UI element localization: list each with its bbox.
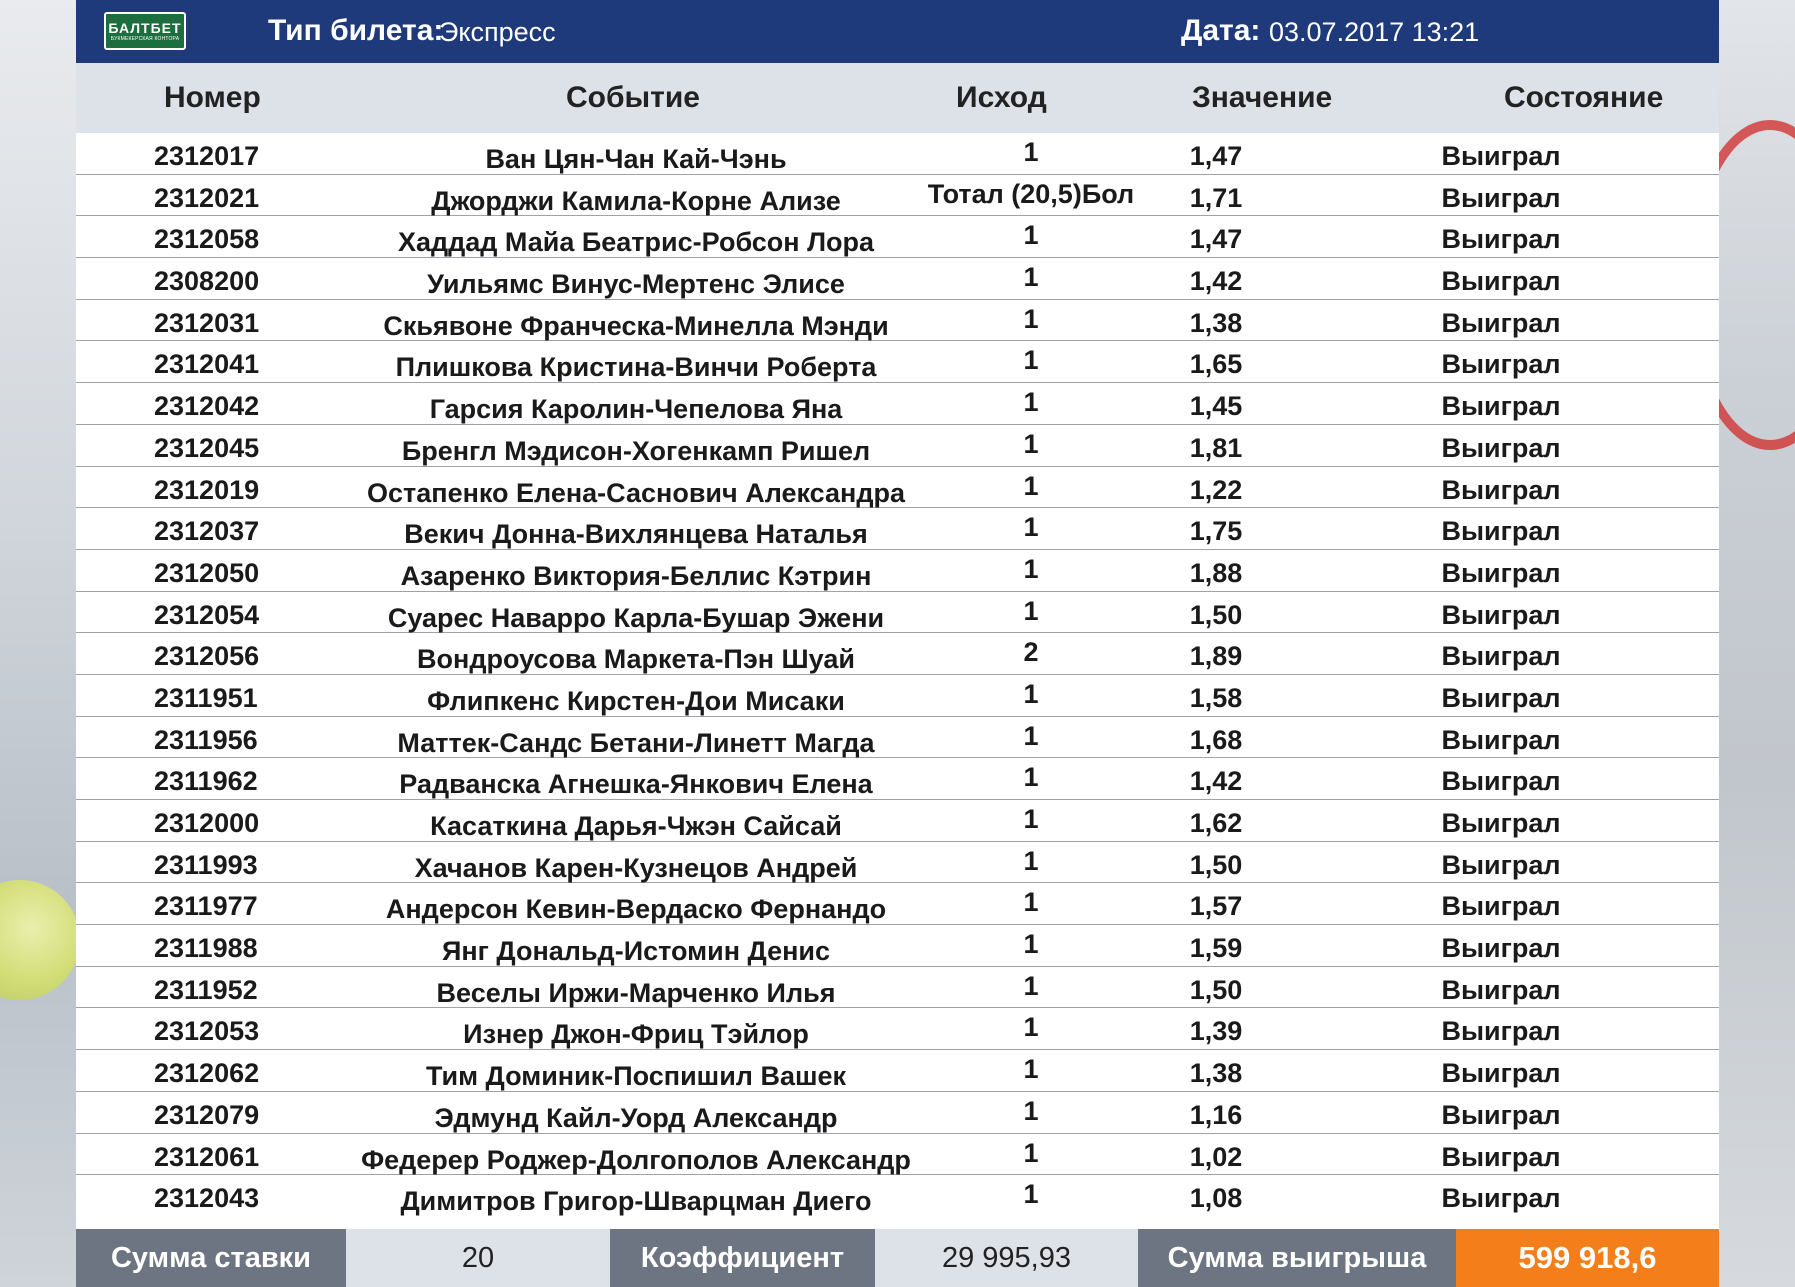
odds-value: 1,50 bbox=[1189, 974, 1243, 1005]
outcome: 1 bbox=[1023, 678, 1039, 709]
outcome: 1 bbox=[1023, 1012, 1039, 1043]
bet-number: 2312017 bbox=[154, 141, 260, 171]
bet-ticket bbox=[76, 0, 1719, 1287]
outcome: 1 bbox=[1023, 512, 1039, 543]
outcome: 1 bbox=[1023, 720, 1039, 751]
table-row bbox=[76, 175, 1719, 217]
outcome: 1 bbox=[1023, 262, 1039, 293]
ticket-header bbox=[76, 0, 1719, 63]
odds-value: 1,47 bbox=[1189, 141, 1243, 171]
column-header-event: Событие bbox=[566, 81, 700, 114]
status: Выиграл bbox=[1441, 349, 1561, 380]
status: Выиграл bbox=[1441, 182, 1561, 213]
odds-value: 1,88 bbox=[1189, 557, 1243, 588]
table-row bbox=[76, 216, 1719, 258]
table-row bbox=[76, 1008, 1719, 1050]
outcome: 1 bbox=[1023, 595, 1039, 626]
odds-value: 1,42 bbox=[1189, 766, 1243, 797]
outcome: 1 bbox=[1023, 428, 1039, 459]
table-row bbox=[76, 592, 1719, 634]
column-header-number: Номер bbox=[164, 81, 261, 114]
coefficient-value: 29 995,93 bbox=[875, 1229, 1138, 1287]
outcome: 1 bbox=[1023, 887, 1039, 918]
table-row bbox=[76, 883, 1719, 925]
event-name: Ван Цян-Чан Кай-Чэнь bbox=[485, 144, 787, 174]
bet-number: 2312019 bbox=[154, 474, 260, 505]
outcome: 1 bbox=[1023, 1054, 1039, 1085]
bet-number: 2312053 bbox=[154, 1016, 260, 1047]
event-name: Веселы Иржи-Марченко Илья bbox=[436, 977, 836, 1008]
event-name: Хачанов Карен-Кузнецов Андрей bbox=[414, 852, 858, 883]
event-name: Азаренко Виктория-Беллис Кэтрин bbox=[400, 560, 872, 591]
event-name: Флипкенс Кирстен-Дои Мисаки bbox=[427, 685, 845, 716]
date-value: 03.07.2017 13:21 bbox=[1269, 17, 1480, 47]
status: Выиграл bbox=[1441, 808, 1561, 838]
win-amount-value: 599 918,6 bbox=[1456, 1229, 1719, 1287]
status: Выиграл bbox=[1441, 682, 1561, 713]
table-row bbox=[76, 425, 1719, 467]
bet-rows bbox=[76, 133, 1719, 1217]
bet-number: 2311951 bbox=[154, 682, 258, 713]
logo-text: БАЛТБЕТ bbox=[108, 20, 182, 36]
column-header-outcome: Исход bbox=[956, 81, 1047, 114]
outcome: 1 bbox=[1023, 970, 1039, 1001]
status: Выиграл bbox=[1441, 974, 1561, 1005]
odds-value: 1,22 bbox=[1189, 474, 1243, 505]
bet-number: 2312062 bbox=[154, 1058, 260, 1089]
event-name: Джорджи Камила-Корне Ализе bbox=[431, 185, 841, 216]
odds-value: 1,58 bbox=[1189, 682, 1243, 713]
odds-value: 1,47 bbox=[1189, 224, 1243, 255]
ticket-footer bbox=[76, 1229, 1719, 1287]
odds-value: 1,71 bbox=[1189, 182, 1243, 213]
column-headers bbox=[76, 63, 1719, 133]
status: Выиграл bbox=[1441, 307, 1561, 338]
odds-value: 1,45 bbox=[1189, 391, 1243, 422]
status: Выиграл bbox=[1441, 641, 1561, 672]
table-row bbox=[76, 800, 1719, 842]
column-header-status: Состояние bbox=[1504, 81, 1664, 114]
status: Выиграл bbox=[1441, 599, 1561, 630]
table-row bbox=[76, 842, 1719, 884]
table-row bbox=[76, 675, 1719, 717]
status: Выиграл bbox=[1441, 1016, 1561, 1047]
event-name: Федерер Роджер-Долгополов Александр bbox=[361, 1144, 911, 1175]
bet-number: 2312031 bbox=[154, 307, 260, 338]
table-row bbox=[76, 1092, 1719, 1134]
bet-number: 2311956 bbox=[154, 724, 258, 755]
event-name: Векич Донна-Вихлянцева Наталья bbox=[404, 519, 868, 550]
table-row bbox=[76, 925, 1719, 967]
outcome: 1 bbox=[1023, 1095, 1039, 1126]
event-name: Плишкова Кристина-Винчи Роберта bbox=[395, 352, 877, 383]
odds-value: 1,65 bbox=[1189, 349, 1243, 380]
outcome: 1 bbox=[1023, 804, 1039, 834]
event-name: Янг Дональд-Истомин Денис bbox=[441, 936, 831, 967]
status: Выиграл bbox=[1441, 1183, 1561, 1214]
bet-number: 2312061 bbox=[154, 1141, 260, 1172]
event-name: Димитров Григор-Шварцман Диего bbox=[400, 1186, 872, 1217]
status: Выиграл bbox=[1441, 933, 1561, 964]
outcome: 2 bbox=[1023, 637, 1039, 668]
bet-number: 2311988 bbox=[154, 933, 258, 964]
outcome: 1 bbox=[1023, 387, 1039, 418]
bet-number: 2312045 bbox=[154, 432, 260, 463]
table-row bbox=[76, 1175, 1719, 1217]
event-name: Хаддад Майа Беатрис-Робсон Лора bbox=[397, 227, 875, 258]
outcome: 1 bbox=[1023, 929, 1039, 960]
bet-number: 2312021 bbox=[154, 182, 260, 213]
status: Выиграл bbox=[1441, 432, 1561, 463]
bet-number: 2312054 bbox=[154, 599, 260, 630]
table-row bbox=[76, 133, 1719, 175]
outcome: 1 bbox=[1023, 553, 1039, 584]
event-name: Суарес Наварро Карла-Бушар Эжени bbox=[387, 602, 885, 633]
status: Выиграл bbox=[1441, 516, 1561, 547]
event-name: Остапенко Елена-Саснович Александра bbox=[367, 477, 905, 508]
status: Выиграл bbox=[1441, 557, 1561, 588]
bet-number: 2308200 bbox=[154, 266, 260, 297]
outcome: 1 bbox=[1023, 345, 1039, 376]
event-name: Радванска Агнешка-Янкович Елена bbox=[399, 769, 873, 800]
odds-value: 1,08 bbox=[1189, 1183, 1243, 1214]
odds-value: 1,59 bbox=[1189, 933, 1243, 964]
table-row bbox=[76, 967, 1719, 1009]
outcome: 1 bbox=[1023, 470, 1039, 501]
outcome: 1 bbox=[1023, 1179, 1039, 1210]
outcome: 1 bbox=[1023, 137, 1039, 167]
table-row bbox=[76, 467, 1719, 509]
column-header-value: Значение bbox=[1192, 81, 1333, 114]
stake-value: 20 bbox=[346, 1229, 610, 1287]
table-row bbox=[76, 258, 1719, 300]
bet-number: 2312043 bbox=[154, 1183, 260, 1214]
table-row bbox=[76, 300, 1719, 342]
status: Выиграл bbox=[1441, 1099, 1561, 1130]
outcome: 1 bbox=[1023, 303, 1039, 334]
outcome: 1 bbox=[1023, 845, 1039, 876]
table-row bbox=[76, 1134, 1719, 1176]
table-row bbox=[76, 550, 1719, 592]
outcome: 1 bbox=[1023, 220, 1039, 251]
event-name: Бренгл Мэдисон-Хогенкамп Ришел bbox=[401, 435, 871, 466]
status: Выиграл bbox=[1441, 766, 1561, 797]
status: Выиграл bbox=[1441, 891, 1561, 922]
odds-value: 1,42 bbox=[1189, 266, 1243, 297]
table-row bbox=[76, 1050, 1719, 1092]
coefficient-label: Коэффициент bbox=[610, 1229, 875, 1287]
bet-number: 2312042 bbox=[154, 391, 260, 422]
status: Выиграл bbox=[1441, 141, 1561, 171]
stake-label: Сумма ставки bbox=[76, 1229, 346, 1287]
bet-number: 2312041 bbox=[154, 349, 260, 380]
event-name: Андерсон Кевин-Вердаско Фернандо bbox=[385, 894, 887, 925]
bet-number: 2311977 bbox=[154, 891, 258, 922]
odds-value: 1,38 bbox=[1189, 307, 1243, 338]
odds-value: 1,39 bbox=[1189, 1016, 1243, 1047]
odds-value: 1,62 bbox=[1189, 808, 1243, 838]
event-name: Эдмунд Кайл-Уорд Александр bbox=[434, 1102, 838, 1133]
outcome: Тотал (20,5)Бол bbox=[927, 178, 1135, 209]
event-name: Тим Доминик-Поспишил Вашек bbox=[426, 1061, 846, 1092]
table-row bbox=[76, 633, 1719, 675]
event-name: Гарсия Каролин-Чепелова Яна bbox=[429, 394, 843, 425]
odds-value: 1,38 bbox=[1189, 1058, 1243, 1089]
logo-subtext: БУКМЕКЕРСКАЯ КОНТОРА bbox=[110, 36, 180, 42]
win-amount-label: Сумма выигрыша bbox=[1138, 1229, 1456, 1287]
bet-number: 2311962 bbox=[154, 766, 258, 797]
bet-number: 2312037 bbox=[154, 516, 260, 547]
odds-value: 1,75 bbox=[1189, 516, 1243, 547]
ticket-type-label: Тип билета: bbox=[268, 14, 444, 47]
odds-value: 1,68 bbox=[1189, 724, 1243, 755]
event-name: Уильямс Винус-Мертенс Элисе bbox=[427, 269, 845, 300]
event-name: Изнер Джон-Фриц Тэйлор bbox=[463, 1019, 809, 1050]
status: Выиграл bbox=[1441, 1141, 1561, 1172]
outcome: 1 bbox=[1023, 1137, 1039, 1168]
bet-number: 2312050 bbox=[154, 557, 260, 588]
table-row bbox=[76, 717, 1719, 759]
odds-value: 1,16 bbox=[1189, 1099, 1243, 1130]
odds-value: 1,02 bbox=[1189, 1141, 1243, 1172]
status: Выиграл bbox=[1441, 1058, 1561, 1089]
event-name: Скьявоне Франческа-Минелла Мэнди bbox=[383, 310, 889, 341]
background-left bbox=[0, 0, 76, 1287]
table-row bbox=[76, 383, 1719, 425]
bet-number: 2312056 bbox=[154, 641, 260, 672]
date-label: Дата: bbox=[1181, 14, 1261, 47]
outcome: 1 bbox=[1023, 762, 1039, 793]
status: Выиграл bbox=[1441, 849, 1561, 880]
status: Выиграл bbox=[1441, 224, 1561, 255]
event-name: Касаткина Дарья-Чжэн Сайсай bbox=[430, 811, 842, 841]
table-row bbox=[76, 758, 1719, 800]
bet-number: 2312079 bbox=[154, 1099, 260, 1130]
ticket-type-value: Экспресс bbox=[439, 17, 556, 47]
status: Выиграл bbox=[1441, 474, 1561, 505]
odds-value: 1,50 bbox=[1189, 849, 1243, 880]
status: Выиграл bbox=[1441, 266, 1561, 297]
bet-number: 2312058 bbox=[154, 224, 260, 255]
table-row bbox=[76, 341, 1719, 383]
table-row bbox=[76, 508, 1719, 550]
odds-value: 1,57 bbox=[1189, 891, 1243, 922]
event-name: Вондроусова Маркета-Пэн Шуай bbox=[417, 644, 855, 675]
baltbet-logo bbox=[104, 12, 186, 50]
bet-number: 2311993 bbox=[154, 849, 258, 880]
status: Выиграл bbox=[1441, 724, 1561, 755]
bet-number: 2311952 bbox=[154, 974, 258, 1005]
status: Выиграл bbox=[1441, 391, 1561, 422]
bet-number: 2312000 bbox=[154, 808, 260, 838]
odds-value: 1,50 bbox=[1189, 599, 1243, 630]
odds-value: 1,81 bbox=[1189, 432, 1243, 463]
event-name: Маттек-Сандс Бетани-Линетт Магда bbox=[397, 727, 875, 758]
odds-value: 1,89 bbox=[1189, 641, 1243, 672]
